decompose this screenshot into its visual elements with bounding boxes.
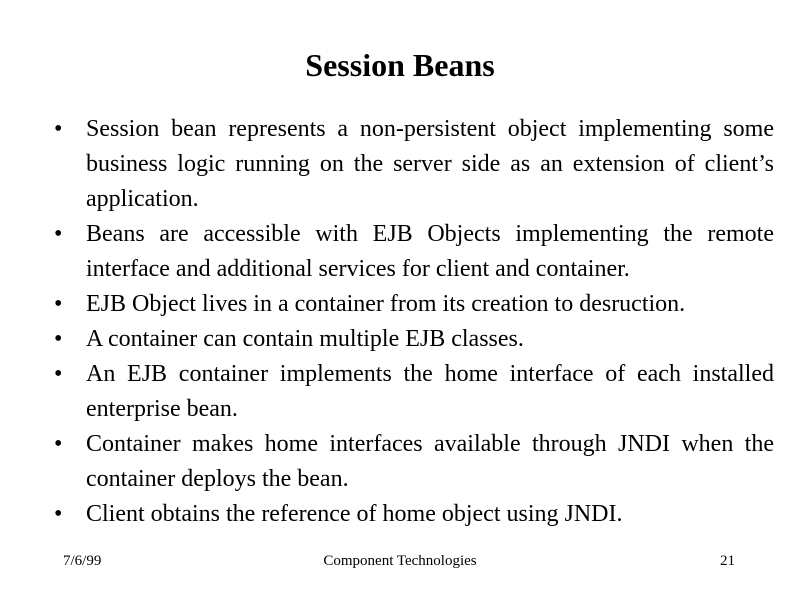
bullet-text: A container can contain multiple EJB classes.	[86, 326, 524, 352]
footer-title: Component Technologies	[323, 553, 477, 569]
bullet-icon: •	[54, 291, 63, 317]
bullet-text: EJB Object lives in a container from its creation to desruction.	[86, 291, 686, 317]
bullet-text: Session bean represents a non-persistent object implementing some business logic running on the server side as an extension of client’s application.	[86, 116, 774, 212]
bullet-item	[52, 217, 774, 287]
bullet-text: An EJB container implements the home interface of each installed enterprise bean.	[86, 361, 774, 422]
footer-date: 7/6/99	[63, 553, 102, 569]
bullet-item	[52, 427, 774, 497]
bullet-icon: •	[54, 326, 63, 352]
bullet-list	[52, 112, 774, 532]
bullet-text: Container makes home interfaces available through JNDI when the container deploys the bean.	[86, 431, 774, 492]
bullet-icon: •	[54, 431, 63, 457]
bullet-item	[52, 112, 774, 217]
page-number: 21	[720, 553, 735, 569]
bullet-icon: •	[54, 501, 63, 527]
slide-title: Session Beans	[305, 47, 495, 83]
bullet-item	[52, 357, 774, 427]
bullet-text: Client obtains the reference of home object using JNDI.	[86, 501, 623, 527]
bullet-icon: •	[54, 116, 63, 142]
bullet-text: Beans are accessible with EJB Objects implementing the remote interface and additional services for client and container.	[86, 221, 774, 282]
bullet-item	[52, 287, 774, 322]
bullet-item	[52, 322, 774, 357]
bullet-item	[52, 497, 774, 532]
bullet-icon: •	[54, 361, 63, 387]
bullet-icon: •	[54, 221, 63, 247]
